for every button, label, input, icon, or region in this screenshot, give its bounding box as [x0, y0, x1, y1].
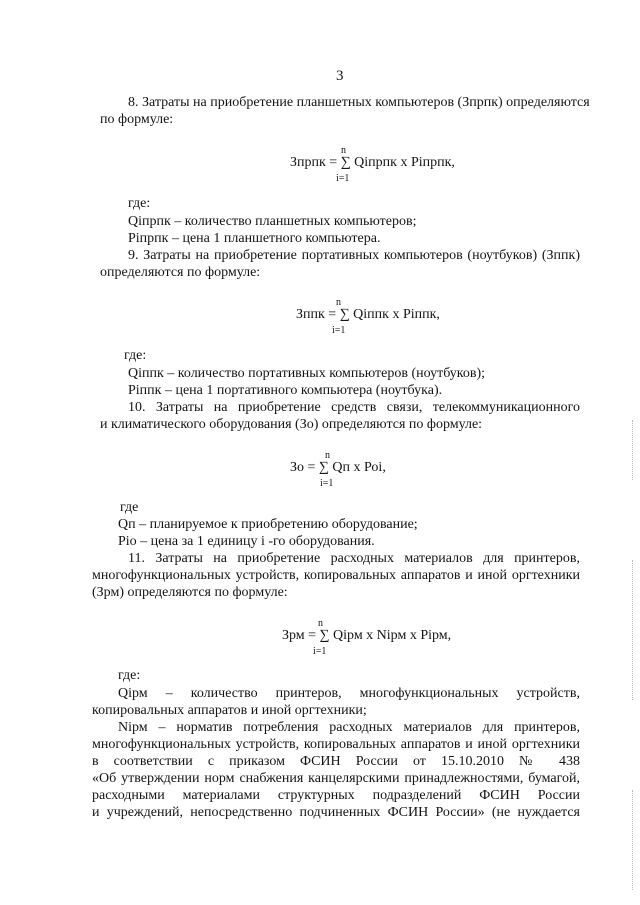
- p11-line-3: (Зрм) определяются по формуле:: [92, 585, 288, 600]
- p11-formula-line: Зрм = ∑ Qiрм x Niрм x Piрм,: [282, 628, 452, 643]
- p11-line-2: многофункциональных устройств, копировальных аппаратов и иной оргтехники: [92, 568, 580, 583]
- p9-formula-line: Зппк = ∑ Qiппк x Piппк,: [296, 307, 440, 322]
- sum-lower-limit: i=1: [320, 478, 334, 489]
- scan-edge-dots: [632, 560, 634, 700]
- p9-def-2: Piппк – цена 1 портативного компьютера (ноутбука).: [128, 383, 443, 398]
- p11-def-1b: копировальных аппаратов и иной оргтехники;: [92, 703, 367, 718]
- sum-lower-limit: i=1: [336, 173, 350, 184]
- p8-where: где:: [128, 196, 151, 211]
- p10-line-1: 10. Затраты на приобретение средств связи, телекоммуникационного: [128, 400, 580, 415]
- p8-formula-text: [290, 155, 455, 171]
- p8-formula-line: Зпрпк = ∑ Qiпрпк x Piпрпк,: [290, 155, 455, 170]
- page-number: 3: [336, 68, 344, 84]
- p10-formula-line: Зо = ∑ Qп x Роi,: [290, 460, 386, 475]
- p11-def-2e: расходными материалами структурных подразделений ФСИН России: [92, 788, 580, 803]
- p9-def-1: Qiппк – количество портативных компьютеров (ноутбуков);: [128, 366, 486, 381]
- p9-line-1: 9. Затраты на приобретение портативных компьютеров (ноутбуков) (Зппк): [128, 248, 580, 263]
- p10-line-2: и климатического оборудования (Зо) определяются по формуле:: [100, 417, 483, 432]
- p10-def-2: Рio – цена за 1 единицу i -го оборудования.: [118, 534, 375, 549]
- p8-def-1: Qiпрпк – количество планшетных компьютеров;: [128, 214, 417, 229]
- p9-formula-text: [296, 307, 440, 323]
- p11-def-2b: многофункциональных устройств, копировальных аппаратов и иной оргтехники: [92, 737, 580, 752]
- p11-def-2d: «Об утверждении норм снабжения канцелярскими принадлежностями, бумагой,: [92, 771, 580, 786]
- p11-def-1a: Qiрм – количество принтеров, многофункциональных устройств,: [118, 686, 580, 701]
- sum-lower-limit: i=1: [332, 325, 346, 336]
- p11-def-2c: в соответствии с приказом ФСИН России от 15.10.2010 № 438: [92, 754, 580, 769]
- p9-where: где:: [124, 348, 147, 363]
- p8-line-2: по формуле:: [100, 112, 174, 127]
- p11-def-2f: и учреждений, непосредственно подчиненных ФСИН России» (не нуждается: [92, 805, 580, 820]
- scan-edge-dots: [632, 790, 634, 890]
- sum-upper-limit: n: [325, 450, 330, 461]
- sum-upper-limit: n: [336, 297, 341, 308]
- sum-upper-limit: n: [318, 618, 323, 629]
- sum-upper-limit: n: [341, 145, 346, 156]
- p11-where: где:: [118, 668, 141, 683]
- p9-line-2: определяются по формуле:: [100, 265, 261, 280]
- p11-formula-text: [282, 628, 451, 644]
- p11-def-2a: Niрм – норматив потребления расходных материалов для принтеров,: [118, 720, 580, 735]
- p10-def-1: Qп – планируемое к приобретению оборудование;: [118, 517, 418, 532]
- p8-line-1: 8. Затраты на приобретение планшетных компьютеров (Зпрпк) определяются: [128, 95, 590, 110]
- sum-lower-limit: i=1: [313, 646, 327, 657]
- scan-edge-dots: [632, 420, 634, 480]
- p10-where: где: [120, 500, 139, 515]
- p10-formula-text: [290, 460, 386, 476]
- p11-line-1: 11. Затраты на приобретение расходных материалов для принтеров,: [128, 551, 580, 566]
- p8-def-2: Piпрпк – цена 1 планшетного компьютера.: [128, 231, 381, 246]
